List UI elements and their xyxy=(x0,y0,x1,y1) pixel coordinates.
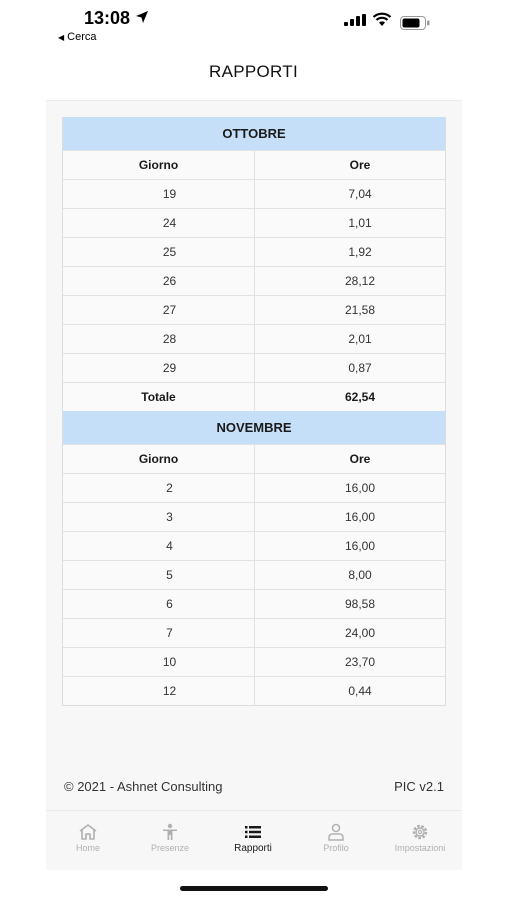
back-to-search-link[interactable] xyxy=(58,31,97,43)
tab-label: Profilo xyxy=(323,843,349,853)
gear-icon xyxy=(410,823,430,841)
status-time: 13:08 xyxy=(84,8,131,28)
tab-label: Impostazioni xyxy=(394,843,446,853)
total-label: Totale xyxy=(63,383,255,411)
day-cell: 12 xyxy=(63,677,255,705)
footer xyxy=(46,760,462,810)
table-row xyxy=(63,560,445,589)
day-cell: 19 xyxy=(63,180,255,208)
day-cell: 25 xyxy=(63,238,255,266)
day-cell: 3 xyxy=(63,503,255,531)
day-cell: 27 xyxy=(63,296,255,324)
hours-cell: 28,12 xyxy=(344,274,376,288)
tab-bar xyxy=(46,810,462,870)
table-row xyxy=(63,324,445,353)
user-icon xyxy=(326,823,346,841)
report-table-novembre xyxy=(62,411,446,706)
table-row xyxy=(63,676,445,705)
home-indicator[interactable] xyxy=(180,886,328,891)
tab-profilo[interactable] xyxy=(296,823,376,853)
day-cell: 26 xyxy=(63,267,255,295)
day-cell: 4 xyxy=(63,532,255,560)
hours-cell: 16,00 xyxy=(344,481,376,495)
hours-cell: 0,87 xyxy=(348,361,372,375)
table-row xyxy=(63,531,445,560)
month-header: NOVEMBRE xyxy=(63,411,445,444)
day-cell: 29 xyxy=(63,354,255,382)
tab-presenze[interactable] xyxy=(130,823,210,853)
table-header-row xyxy=(63,150,445,179)
cellular-signal-icon xyxy=(344,14,366,26)
total-row xyxy=(63,382,445,411)
version-text: PIC v2.1 xyxy=(394,779,444,794)
wifi-icon xyxy=(372,12,392,27)
column-header-day: Giorno xyxy=(63,151,255,179)
day-cell: 28 xyxy=(63,325,255,353)
table-row xyxy=(63,295,445,324)
table-row xyxy=(63,208,445,237)
person-icon xyxy=(160,823,180,841)
table-row xyxy=(63,589,445,618)
tab-rapporti[interactable] xyxy=(213,823,293,854)
table-row xyxy=(63,179,445,208)
total-value: 62,54 xyxy=(344,390,376,404)
back-triangle-icon: ◀ xyxy=(58,33,65,42)
column-header-hours: Ore xyxy=(349,158,371,172)
status-bar xyxy=(0,0,507,50)
tab-home[interactable] xyxy=(48,823,128,853)
tab-label: Home xyxy=(75,843,100,853)
tab-impostazioni[interactable] xyxy=(380,823,460,853)
hours-cell: 24,00 xyxy=(344,626,376,640)
hours-cell: 16,00 xyxy=(344,539,376,553)
day-cell: 24 xyxy=(63,209,255,237)
location-arrow-icon xyxy=(135,10,149,24)
table-row xyxy=(63,647,445,676)
hours-cell: 98,58 xyxy=(344,597,376,611)
table-row xyxy=(63,473,445,502)
hours-cell: 7,04 xyxy=(348,187,372,201)
day-cell: 5 xyxy=(63,561,255,589)
hours-cell: 8,00 xyxy=(348,568,372,582)
table-row xyxy=(63,618,445,647)
report-table-ottobre xyxy=(62,117,446,412)
tab-label: Presenze xyxy=(150,843,190,853)
hours-cell: 23,70 xyxy=(344,655,376,669)
home-icon xyxy=(78,823,98,841)
hours-cell: 0,44 xyxy=(348,684,372,698)
page-title: RAPPORTI xyxy=(209,62,298,81)
month-header: OTTOBRE xyxy=(63,117,445,150)
hours-cell: 21,58 xyxy=(344,303,376,317)
table-row xyxy=(63,237,445,266)
back-label: Cerca xyxy=(67,31,97,43)
hours-cell: 1,92 xyxy=(348,245,372,259)
list-icon xyxy=(243,823,263,841)
column-header-hours: Ore xyxy=(349,452,371,466)
column-header-day: Giorno xyxy=(63,445,255,473)
day-cell: 6 xyxy=(63,590,255,618)
hours-cell: 2,01 xyxy=(348,332,372,346)
day-cell: 2 xyxy=(63,474,255,502)
battery-icon xyxy=(400,16,430,30)
day-cell: 10 xyxy=(63,648,255,676)
tab-label: Rapporti xyxy=(234,843,272,854)
table-row xyxy=(63,502,445,531)
table-row xyxy=(63,353,445,382)
hours-cell: 1,01 xyxy=(348,216,372,230)
table-row xyxy=(63,266,445,295)
hours-cell: 16,00 xyxy=(344,510,376,524)
table-header-row xyxy=(63,444,445,473)
copyright-text: © 2021 - Ashnet Consulting xyxy=(64,779,223,794)
day-cell: 7 xyxy=(63,619,255,647)
